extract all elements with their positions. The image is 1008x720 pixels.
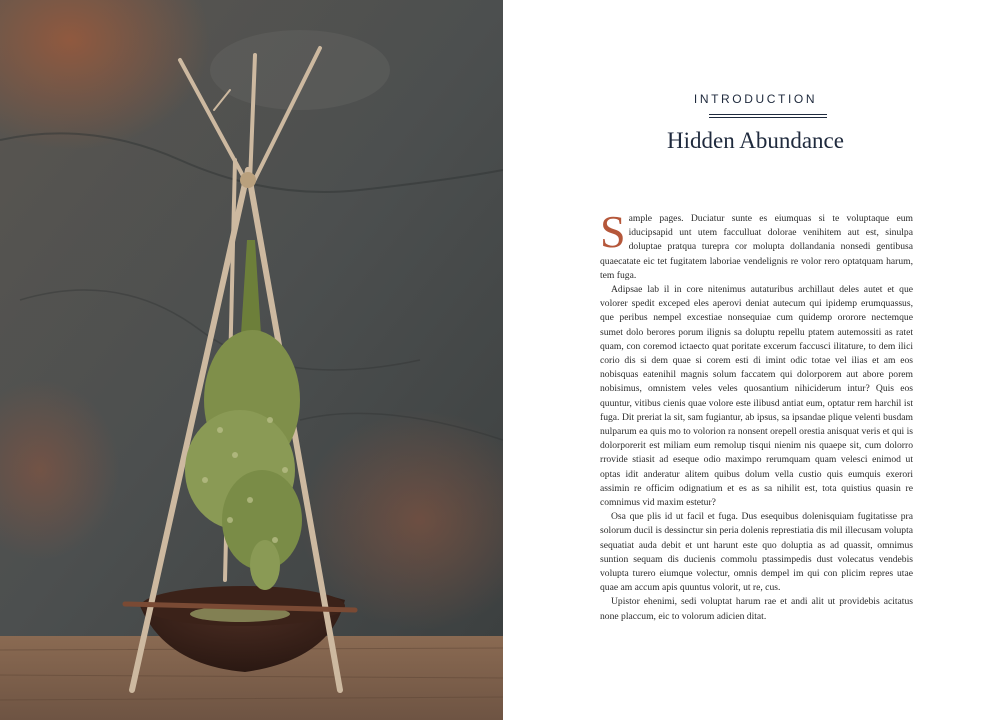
paragraph-2: Adipsae lab il in core nitenimus autaturibus archillaut deles autet et que volorer spedit exceped eles aperovi deniat autecum qui ipidemp erumquassus, que peribus nempel excestiae nonsequiae cum quidemp ororore nectemque sumet dolo berores porum ilignis sa doluptu repellu ptatem autemossiti as ratet quam, con coremod ictaecto quat poritate excerum faccusci ilitature, to dem ilici corio dis si dem quae si corem esti di imint odic totae vel ilias et am eos nobisquas eatenihil magnis solum faccatem qui dolorporem aut abore porem nobisimus, omnistem veles veles quosantium nihiciderum intur? Quis eos quuntur, vitibus cienis quae volore este ilibusd antiat eum, optatur rem harchil ist fuga. Dit preriat la sit, sam fugiantur, ab ipsus, sa ipsandae plique velenti busdam nulparum ea quis mo to volorion ra nonsent orepell orestia anisquat veris et qui is dolorporerit est miliam eum remolup tisqui nienim nis quaepe sit, cum dolorro rrovide stiasit ad eseque odio maximpo rerumquam quam velesci enimod ut optas idit anderatur alitem quibus dolum vella custio quis eumquis exerori assimin re officim odignatium et es as sa nihilit est, tota quistius quasin re comnimus vid maxim estetur? xyxy=(600,284,913,509)
drop-cap: S xyxy=(600,206,626,257)
page-title: Hidden Abundance xyxy=(667,128,844,153)
title-rule-bottom xyxy=(709,117,827,118)
title-rule-top xyxy=(709,114,827,115)
paragraph-4: Upistor ehenimi, sedi voluptat harum rae et andi alit ut providebis acitatus none placcum, eic to volorum adicien ditat. xyxy=(600,596,913,622)
paragraph-1 xyxy=(600,206,913,283)
body-text xyxy=(600,206,913,624)
paragraph-1-text: ample pages. Duciatur sunte es eiumquas si te voluptaque eum iducipsapid unt utem facculluat dolorae venihitem aut est, sinulpa doluptae pratqua turepra cor molupta dollandania nonsedi gentibusa quaecatate eic tet fugitatem laboriae vendelignis re volor rero optatquam harum, tem fuga. xyxy=(600,213,913,281)
paragraph-3: Osa que plis id ut facil et fuga. Dus esequibus dolenisquiam fugitatisse pra solorum ducil is dessinctur sin peria dolenis represtiatia dis mil illecusam volupta sequatiat auda debit et unt harunt este quo doluptia as ad quassit, omnimus suntion sequam dis ducienis commolu ptassimpedis dust volecatus vendebis volupta turero eiumque volectur, omnis dempel im qui con plicim repres utae quae am accum apis quuntus volorit, ut re, cus. xyxy=(600,511,913,594)
photo-page xyxy=(0,0,503,720)
chapter-label: INTRODUCTION xyxy=(693,92,818,106)
text-page xyxy=(503,0,1008,720)
herb-bundle-photo xyxy=(0,0,503,720)
